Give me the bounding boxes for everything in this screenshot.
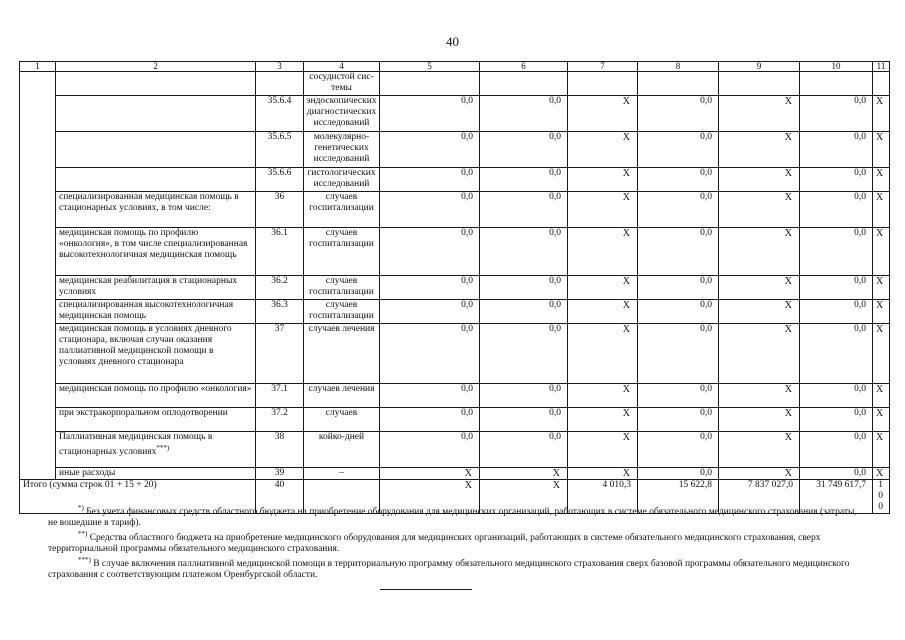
value-cell-8 xyxy=(638,72,719,96)
indicator-name-cell xyxy=(56,228,256,276)
value-cell-5: 0,0 xyxy=(380,168,480,192)
unit-cell: случаев xyxy=(304,408,380,432)
indicator-name-cell xyxy=(56,432,256,468)
total-code-cell: 40 xyxy=(256,480,304,514)
indicator-name-cell xyxy=(56,132,256,168)
value-cell-5: 0,0 xyxy=(380,228,480,276)
value-cell-11: X xyxy=(873,384,890,408)
value-cell-10: 0,0 xyxy=(800,408,873,432)
row-number-cell xyxy=(20,132,56,168)
column-number-row xyxy=(20,62,890,72)
row-number-cell xyxy=(20,228,56,276)
value-cell-9: X xyxy=(719,168,800,192)
column-number-7: 7 xyxy=(568,62,638,72)
table-row xyxy=(20,132,890,168)
value-cell-11: X xyxy=(873,408,890,432)
column-number-9: 9 xyxy=(719,62,800,72)
table-row xyxy=(20,96,890,132)
indicator-name-cell xyxy=(56,168,256,192)
value-cell-5: 0,0 xyxy=(380,276,480,300)
unit-cell: – xyxy=(304,468,380,480)
table-row xyxy=(20,300,890,324)
table-row xyxy=(20,408,890,432)
value-cell-9: X xyxy=(719,384,800,408)
unit-cell: молекулярно-генетических исследований xyxy=(304,132,380,168)
column-number-11: 11 xyxy=(873,62,890,72)
value-cell-10: 0,0 xyxy=(800,276,873,300)
value-cell-6: 0,0 xyxy=(480,132,568,168)
table-row xyxy=(20,432,890,468)
unit-cell: случаев госпитализации xyxy=(304,300,380,324)
line-code-cell: 38 xyxy=(256,432,304,468)
table-row xyxy=(20,228,890,276)
value-cell-9: X xyxy=(719,432,800,468)
value-cell-10: 0,0 xyxy=(800,432,873,468)
line-code-cell: 37 xyxy=(256,324,304,384)
unit-cell: сосудистой сис-темы xyxy=(304,72,380,96)
value-cell-11: X xyxy=(873,276,890,300)
value-cell-9: X xyxy=(719,324,800,384)
value-cell-7 xyxy=(568,72,638,96)
column-number-4: 4 xyxy=(304,62,380,72)
value-cell-10: 0,0 xyxy=(800,192,873,228)
indicator-name: медицинская помощь в условиях дневного стационара, включая случаи оказания паллиативной медицинской помощи в условиях дневного стационара xyxy=(59,324,232,367)
column-number-8: 8 xyxy=(638,62,719,72)
indicator-name-cell xyxy=(56,468,256,480)
indicator-name-cell xyxy=(56,384,256,408)
value-cell-10: 0,0 xyxy=(800,132,873,168)
value-cell-6 xyxy=(480,72,568,96)
value-cell-9: X xyxy=(719,468,800,480)
line-code-cell: 36.1 xyxy=(256,228,304,276)
value-cell-10: 0,0 xyxy=(800,228,873,276)
value-cell-7: X xyxy=(568,468,638,480)
table-row xyxy=(20,276,890,300)
indicator-name: медицинская помощь по профилю «онкология», в том числе специализированная высокотехнологичная медицинская помощь xyxy=(59,228,248,260)
value-cell-7: X xyxy=(568,408,638,432)
value-cell-11: X xyxy=(873,132,890,168)
value-cell-11 xyxy=(873,72,890,96)
total-value-cell-7: 4 010,3 xyxy=(568,480,638,514)
unit-cell: случаев госпитализации xyxy=(304,192,380,228)
value-cell-8: 0,0 xyxy=(638,408,719,432)
table-row xyxy=(20,324,890,384)
row-number-cell xyxy=(20,408,56,432)
value-cell-8: 0,0 xyxy=(638,132,719,168)
value-cell-10: 0,0 xyxy=(800,384,873,408)
value-cell-11: X xyxy=(873,300,890,324)
value-cell-9 xyxy=(719,72,800,96)
unit-cell: гистологических исследований xyxy=(304,168,380,192)
value-cell-8: 0,0 xyxy=(638,192,719,228)
value-cell-6: 0,0 xyxy=(480,228,568,276)
value-cell-7: X xyxy=(568,384,638,408)
value-cell-7: X xyxy=(568,168,638,192)
value-cell-8: 0,0 xyxy=(638,432,719,468)
indicator-name: медицинская реабилитация в стационарных условиях xyxy=(59,276,238,297)
line-code-cell: 36.2 xyxy=(256,276,304,300)
indicator-name: медицинская помощь по профилю «онкология» xyxy=(59,384,252,394)
row-number-cell xyxy=(20,72,56,96)
value-cell-6: 0,0 xyxy=(480,192,568,228)
table-row xyxy=(20,168,890,192)
value-cell-5: 0,0 xyxy=(380,96,480,132)
value-cell-8: 0,0 xyxy=(638,384,719,408)
indicator-name-cell xyxy=(56,408,256,432)
value-cell-11: X xyxy=(873,432,890,468)
value-cell-9: X xyxy=(719,408,800,432)
value-cell-10: 0,0 xyxy=(800,324,873,384)
value-cell-5: 0,0 xyxy=(380,324,480,384)
row-number-cell xyxy=(20,432,56,468)
value-cell-5: 0,0 xyxy=(380,132,480,168)
indicator-name: при экстракорпоральном оплодотворении xyxy=(59,408,228,418)
indicator-name-cell xyxy=(56,72,256,96)
table-row xyxy=(20,192,890,228)
value-cell-5 xyxy=(380,72,480,96)
line-code-cell: 35.6.4 xyxy=(256,96,304,132)
value-cell-11: X xyxy=(873,168,890,192)
row-number-cell xyxy=(20,468,56,480)
value-cell-11: X xyxy=(873,468,890,480)
end-separator-line xyxy=(380,589,472,590)
value-cell-11: X xyxy=(873,228,890,276)
row-number-cell xyxy=(20,192,56,228)
value-cell-10: 0,0 xyxy=(800,96,873,132)
value-cell-5: X xyxy=(380,468,480,480)
table-row xyxy=(20,468,890,480)
indicator-name: специализированная медицинская помощь в стационарных условиях, в том числе: xyxy=(59,192,239,213)
column-number-1: 1 xyxy=(20,62,56,72)
value-cell-10: 0,0 xyxy=(800,300,873,324)
value-cell-6: 0,0 xyxy=(480,300,568,324)
line-code-cell: 35.6.6 xyxy=(256,168,304,192)
value-cell-5: 0,0 xyxy=(380,432,480,468)
footnote-1: *) Без учета финансовых средств областного бюджета на приобретение оборудования для медицинских организаций, работающих в системе обязательного медицинского страхования (затраты, не вошедшие в тариф). xyxy=(48,504,857,529)
value-cell-8: 0,0 xyxy=(638,276,719,300)
line-code-cell: 36 xyxy=(256,192,304,228)
value-cell-7: X xyxy=(568,432,638,468)
column-number-3: 3 xyxy=(256,62,304,72)
total-value-cell-10: 31 749 617,7 xyxy=(800,480,873,514)
indicator-name: специализированная высокотехнологичная медицинская помощь xyxy=(59,300,234,321)
value-cell-6: 0,0 xyxy=(480,168,568,192)
value-cell-5: 0,0 xyxy=(380,192,480,228)
value-cell-9: X xyxy=(719,228,800,276)
indicator-name-cell xyxy=(56,192,256,228)
value-cell-7: X xyxy=(568,228,638,276)
unit-cell: случаев лечения xyxy=(304,324,380,384)
value-cell-6: 0,0 xyxy=(480,96,568,132)
footnote-2: **) Средства областного бюджета на приобретение медицинского оборудования для медицинских организаций, работающих в системе обязательного медицинского страхования, сверх территориальной программы обязательного медицинского страхования. xyxy=(48,530,821,555)
footnote-mark: ***) xyxy=(156,444,170,452)
total-value-cell-11: 100 xyxy=(873,480,890,514)
value-cell-8: 0,0 xyxy=(638,168,719,192)
row-number-cell xyxy=(20,384,56,408)
footnotes xyxy=(48,503,858,581)
page-number: 40 xyxy=(446,34,459,49)
value-cell-7: X xyxy=(568,192,638,228)
value-cell-10: 0,0 xyxy=(800,168,873,192)
value-cell-5: 0,0 xyxy=(380,384,480,408)
value-cell-5: 0,0 xyxy=(380,408,480,432)
value-cell-5: 0,0 xyxy=(380,300,480,324)
line-code-cell: 37.2 xyxy=(256,408,304,432)
total-value-cell-6: X xyxy=(480,480,568,514)
row-number-cell xyxy=(20,300,56,324)
unit-cell: койко-дней xyxy=(304,432,380,468)
column-number-6: 6 xyxy=(480,62,568,72)
value-cell-6: 0,0 xyxy=(480,432,568,468)
line-code-cell: 35.6.5 xyxy=(256,132,304,168)
value-cell-9: X xyxy=(719,276,800,300)
financing-table xyxy=(19,61,890,514)
line-code-cell: 36.3 xyxy=(256,300,304,324)
row-number-cell xyxy=(20,168,56,192)
line-code-cell xyxy=(256,72,304,96)
value-cell-6: 0,0 xyxy=(480,324,568,384)
value-cell-6: 0,0 xyxy=(480,408,568,432)
indicator-name-cell xyxy=(56,300,256,324)
total-label-cell: Итого (сумма строк 01 + 15 + 20) xyxy=(20,480,256,514)
column-number-10: 10 xyxy=(800,62,873,72)
line-code-cell: 39 xyxy=(256,468,304,480)
indicator-name-cell xyxy=(56,324,256,384)
value-cell-7: X xyxy=(568,300,638,324)
value-cell-9: X xyxy=(719,96,800,132)
footnote-3: ***) В случае включения паллиативной медицинской помощи в территориальную программу обязательного медицинского страхования сверх базовой программы обязательного медицинского страхования с соответствующим платежом Оренбургской области. xyxy=(48,556,850,581)
value-cell-10: 0,0 xyxy=(800,468,873,480)
value-cell-6: 0,0 xyxy=(480,276,568,300)
value-cell-7: X xyxy=(568,96,638,132)
line-code-cell: 37.1 xyxy=(256,384,304,408)
value-cell-8: 0,0 xyxy=(638,468,719,480)
value-cell-7: X xyxy=(568,324,638,384)
column-number-5: 5 xyxy=(380,62,480,72)
indicator-name: иные расходы xyxy=(59,468,116,478)
table-row xyxy=(20,72,890,96)
value-cell-11: X xyxy=(873,192,890,228)
value-cell-7: X xyxy=(568,276,638,300)
value-cell-11: X xyxy=(873,324,890,384)
value-cell-10 xyxy=(800,72,873,96)
row-number-cell xyxy=(20,324,56,384)
indicator-name-cell xyxy=(56,96,256,132)
table-row xyxy=(20,384,890,408)
value-cell-9: X xyxy=(719,300,800,324)
indicator-name: Паллиативная медицинская помощь в стационарных условиях xyxy=(59,432,213,458)
row-number-cell xyxy=(20,96,56,132)
unit-cell: эндоскопических диагностических исследований xyxy=(304,96,380,132)
unit-cell: случаев госпитализации xyxy=(304,228,380,276)
row-number-cell xyxy=(20,276,56,300)
total-value-cell-8: 15 622,8 xyxy=(638,480,719,514)
value-cell-6: 0,0 xyxy=(480,384,568,408)
value-cell-6: X xyxy=(480,468,568,480)
value-cell-7: X xyxy=(568,132,638,168)
unit-cell: случаев госпитализации xyxy=(304,276,380,300)
unit-cell: случаев лечения xyxy=(304,384,380,408)
column-number-2: 2 xyxy=(56,62,256,72)
value-cell-9: X xyxy=(719,132,800,168)
value-cell-8: 0,0 xyxy=(638,96,719,132)
value-cell-11: X xyxy=(873,96,890,132)
value-cell-8: 0,0 xyxy=(638,324,719,384)
total-value-cell-9: 7 837 027,0 xyxy=(719,480,800,514)
indicator-name-cell xyxy=(56,276,256,300)
total-value-cell-5: X xyxy=(380,480,480,514)
value-cell-8: 0,0 xyxy=(638,300,719,324)
value-cell-9: X xyxy=(719,192,800,228)
value-cell-8: 0,0 xyxy=(638,228,719,276)
